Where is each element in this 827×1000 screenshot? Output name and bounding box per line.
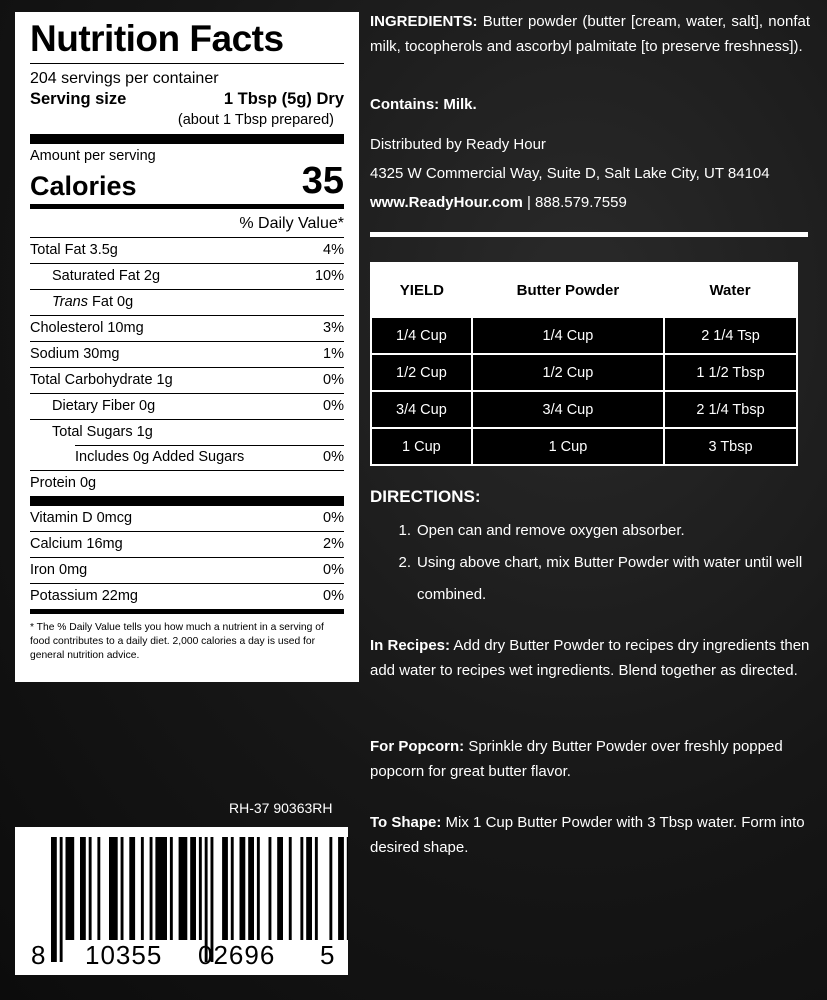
barcode bbox=[15, 827, 348, 975]
barcode-bar bbox=[80, 837, 86, 940]
table-row: 1/4 Cup 1/4 Cup 2 1/4 Tsp bbox=[371, 317, 797, 354]
in-recipes-label: In Recipes: bbox=[370, 637, 451, 654]
serving-size-note: (about 1 Tbsp prepared) bbox=[177, 112, 334, 128]
barcode-bar bbox=[306, 837, 312, 940]
nutrient-row: Total Carbohydrate 1g 0% bbox=[30, 367, 344, 393]
barcode-bar bbox=[155, 837, 167, 940]
directions-heading: DIRECTIONS: bbox=[370, 487, 481, 506]
barcode-bar bbox=[315, 837, 318, 940]
serving-size-value: 1 Tbsp (5g) Dry bbox=[223, 90, 344, 108]
nutrition-title: Nutrition Facts bbox=[30, 18, 284, 59]
daily-value-footnote: * The % Daily Value tells you how much a nutrient in a serving of food contributes to a daily diet. 2,000 calories a day is used for general nutrition advice. bbox=[30, 622, 324, 661]
barcode-bar bbox=[248, 837, 254, 940]
barcode-bar bbox=[150, 837, 153, 940]
barcode-bar bbox=[199, 837, 202, 940]
table-row: 1 Cup 1 Cup 3 Tbsp bbox=[371, 428, 797, 465]
nutrient-row: Sodium 30mg 1% bbox=[30, 341, 344, 367]
website-link[interactable]: www.ReadyHour.com bbox=[370, 194, 523, 211]
barcode-bar bbox=[257, 837, 260, 940]
butter-powder-header: Butter Powder bbox=[472, 263, 664, 317]
barcode-bar bbox=[347, 837, 348, 940]
table-row: 1/2 Cup 1/2 Cup 1 1/2 Tbsp bbox=[371, 354, 797, 391]
barcode-digits-left: 10355 bbox=[85, 940, 163, 970]
phone-number: | 888.579.7559 bbox=[522, 194, 627, 211]
barcode-bar bbox=[60, 837, 63, 962]
ingredients-label: INGREDIENTS: bbox=[370, 13, 478, 30]
distributor-address: 4325 W Commercial Way, Suite D, Salt Lake City, UT 84104 bbox=[370, 165, 770, 182]
yield-table bbox=[370, 262, 798, 466]
daily-value-header: % Daily Value* bbox=[239, 215, 344, 232]
barcode-digit-last: 5 bbox=[320, 940, 336, 970]
servings-per-container: 204 servings per container bbox=[30, 70, 219, 87]
barcode-digit-first: 8 bbox=[31, 940, 47, 970]
directions-list bbox=[370, 515, 810, 611]
barcode-digits-right: 02696 bbox=[198, 940, 276, 970]
nutrient-row: Cholesterol 10mg 3% bbox=[30, 315, 344, 341]
nutrient-row: Total Fat 3.5g 4% bbox=[30, 237, 344, 263]
barcode-bar bbox=[240, 837, 246, 940]
yield-header: YIELD bbox=[371, 263, 472, 317]
serving-size bbox=[30, 90, 344, 109]
vitamin-row: Iron 0mg 0% bbox=[30, 557, 344, 583]
ingredients-block bbox=[370, 9, 810, 59]
barcode-bar bbox=[141, 837, 144, 940]
barcode-bar bbox=[231, 837, 234, 940]
barcode-bar bbox=[89, 837, 92, 940]
nutrient-row: Total Sugars 1g bbox=[30, 419, 344, 445]
directions-block bbox=[370, 484, 810, 611]
water-header: Water bbox=[664, 263, 797, 317]
barcode-bar bbox=[170, 837, 173, 940]
barcode-bar bbox=[51, 837, 57, 962]
barcode-bar bbox=[97, 837, 100, 940]
nutrient-row: Dietary Fiber 0g 0% bbox=[30, 393, 344, 419]
barcode-bar bbox=[277, 837, 283, 940]
vitamin-row: Calcium 16mg 2% bbox=[30, 531, 344, 557]
nutrient-row: Trans Fat 0g bbox=[30, 289, 344, 315]
amount-per-serving: Amount per serving bbox=[30, 148, 156, 164]
barcode-bar bbox=[179, 837, 188, 940]
distributor-block bbox=[370, 130, 810, 217]
for-popcorn-label: For Popcorn: bbox=[370, 738, 465, 755]
vitamin-row: Vitamin D 0mcg 0% bbox=[30, 510, 344, 526]
barcode-bar bbox=[269, 837, 272, 940]
barcode-bar bbox=[289, 837, 292, 940]
barcode-bar bbox=[190, 837, 196, 940]
barcode-bar bbox=[109, 837, 118, 940]
to-shape-block: To Shape: Mix 1 Cup Butter Powder with 3 Tbsp water. Form into desired shape. bbox=[370, 814, 805, 856]
allergen-contains: Contains: Milk. bbox=[370, 96, 477, 113]
barcode-bar bbox=[300, 837, 303, 940]
nutrient-row: Saturated Fat 2g 10% bbox=[30, 263, 344, 289]
section-divider bbox=[370, 232, 808, 237]
nutrient-row: Includes 0g Added Sugars 0% bbox=[30, 445, 344, 470]
calories-label: Calories bbox=[30, 171, 137, 201]
barcode-bar bbox=[66, 837, 75, 940]
nutrient-row: Protein 0g bbox=[30, 470, 344, 496]
serving-size-label: Serving size bbox=[30, 90, 127, 108]
in-recipes-block: In Recipes: Add dry Butter Powder to recipes dry ingredients then add water to recipes wet ingredients. Blend together as directed. bbox=[370, 637, 810, 679]
barcode-bar bbox=[222, 837, 228, 940]
barcode-bar bbox=[329, 837, 332, 940]
calories-value: 35 bbox=[301, 160, 344, 202]
barcode-bar bbox=[338, 837, 344, 940]
for-popcorn-block: For Popcorn: Sprinkle dry Butter Powder over freshly popped popcorn for great butter flavor. bbox=[370, 738, 783, 780]
list-item: 1. Open can and remove oxygen absorber. bbox=[398, 522, 685, 539]
distributor-name: Distributed by Ready Hour bbox=[370, 136, 546, 153]
vitamin-row: Potassium 22mg 0% bbox=[30, 583, 344, 609]
table-row: 3/4 Cup 3/4 Cup 2 1/4 Tbsp bbox=[371, 391, 797, 428]
barcode-bar bbox=[121, 837, 124, 940]
list-item: 2. Using above chart, mix Butter Powder with water until well combined. bbox=[398, 554, 803, 603]
product-code: RH-37 90363RH bbox=[229, 800, 333, 816]
to-shape-label: To Shape: bbox=[370, 814, 442, 831]
barcode-bars bbox=[15, 827, 348, 975]
nutrition-facts-panel bbox=[15, 12, 359, 682]
calories-row bbox=[30, 162, 344, 200]
ingredients-text: Butter powder (butter [cream, water, salt], nonfat milk, tocopherols and ascorbyl palmitate [to preserve freshness]). bbox=[370, 13, 810, 55]
barcode-bar bbox=[129, 837, 135, 940]
